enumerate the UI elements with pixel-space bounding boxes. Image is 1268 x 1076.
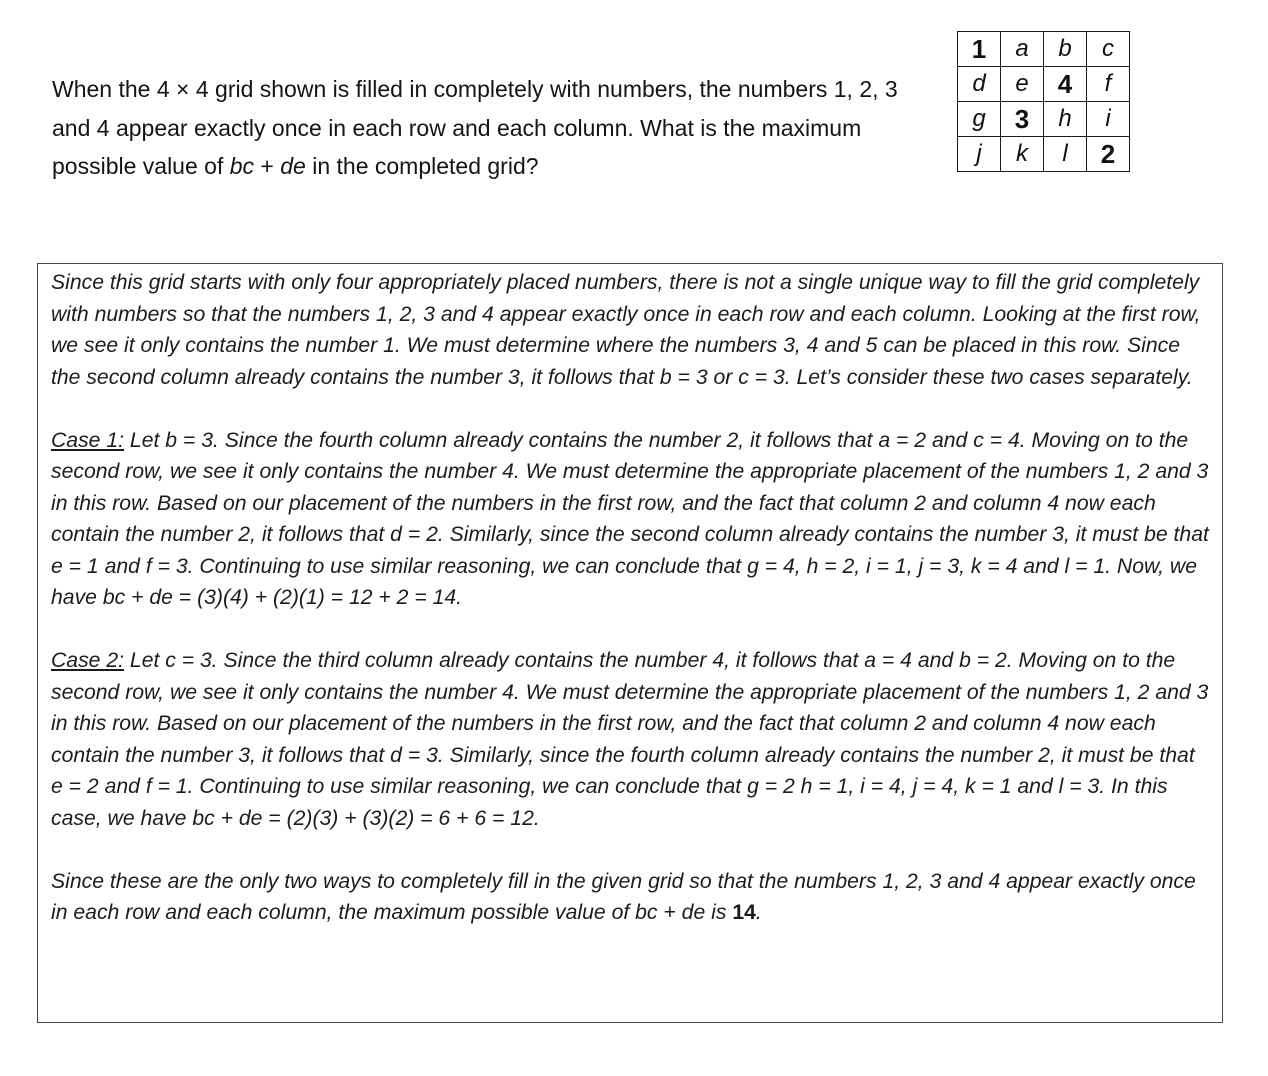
grid-cell-variable: g <box>958 102 1001 137</box>
grid-cell-variable: k <box>1001 137 1044 172</box>
case-2-paragraph <box>51 645 1210 834</box>
question-part1: When the 4 × 4 grid shown is filled in completely with numbers, the numbers 1, 2, 3 and 4 appear exactly once in each row and each column. What is the maximum possible value of <box>52 76 898 179</box>
case-2-text: Let c = 3. Since the third column already contains the number 4, it follows that a = 4 and b = 2. Moving on to the second row, we see it only contains the number 4. We must determine the appropriate placement of the numbers 1, 2 and 3 in this row. Based on our placement of the numbers in the first row, and the fact that column 2 and column 4 now each contain the number 3, it follows that d = 3. Similarly, since the fourth column already contains the number 2, it must be that e = 2 and f = 1. Continuing to use similar reasoning, we can conclude that g = 2 h = 1, i = 4, j = 4, k = 1 and l = 3. In this case, we have bc + de = (2)(3) + (3)(2) = 6 + 6 = 12. <box>51 649 1209 830</box>
grid-row <box>958 137 1130 172</box>
grid-row <box>958 102 1130 137</box>
expr-bc: bc <box>229 153 255 179</box>
question-part2: in the completed grid? <box>305 153 539 179</box>
case-1-label: Case 1: <box>51 428 125 452</box>
grid-cell-variable: c <box>1087 32 1130 67</box>
conclusion-paragraph <box>51 866 1210 929</box>
case-1-paragraph <box>51 425 1210 614</box>
solution-intro: Since this grid starts with only four appropriately placed numbers, there is not a single unique way to fill the grid completely with numbers so that the numbers 1, 2, 3 and 4 appear exactly once in each row and each column. Looking at the first row, we see it only contains the number 1. We must determine where the numbers 3, 4 and 5 can be placed in this row. Since the second column already contains the number 3, it follows that b = 3 or c = 3. Let’s consider these two cases separately. <box>51 271 1201 389</box>
grid-cell-variable: i <box>1087 102 1130 137</box>
grid-cell-given: 1 <box>958 32 1001 67</box>
grid-cell-given: 4 <box>1044 67 1087 102</box>
grid-cell-variable: a <box>1001 32 1044 67</box>
grid-cell-given: 2 <box>1087 137 1130 172</box>
case-1-text: Let b = 3. Since the fourth column already contains the number 2, it follows that a = 2 and c = 4. Moving on to the second row, we see it only contains the number 4. We must determine the appropriate placement of the numbers 1, 2 and 3 in this row. Based on our placement of the numbers in the first row, and the fact that column 2 and column 4 now each contain the number 2, it follows that d = 2. Similarly, since the second column already contains the number 3, it must be that e = 1 and f = 3. Continuing to use similar reasoning, we can conclude that g = 4, h = 2, i = 1, j = 3, k = 4 and l = 1. Now, we have bc + de = (3)(4) + (2)(1) = 12 + 2 = 14. <box>51 428 1209 609</box>
grid-row <box>958 32 1130 67</box>
number-grid <box>957 31 1130 172</box>
question-text <box>52 70 932 186</box>
grid-cell-variable: e <box>1001 67 1044 102</box>
conclusion-text: Since these are the only two ways to completely fill in the given grid so that the numbers 1, 2, 3 and 4 appear exactly once in each row and each column, the maximum possible value of bc + de is <box>51 869 1196 924</box>
grid-row <box>958 67 1130 102</box>
grid-cell-variable: j <box>958 137 1001 172</box>
grid-cell-variable: h <box>1044 102 1087 137</box>
grid-cell-given: 3 <box>1001 102 1044 137</box>
conclusion-period: . <box>755 901 762 924</box>
grid-cell-variable: f <box>1087 67 1130 102</box>
case-2-label: Case 2: <box>51 649 125 672</box>
grid-cell-variable: b <box>1044 32 1087 67</box>
grid-cell-variable: l <box>1044 137 1087 172</box>
expr-de: de <box>280 153 306 179</box>
final-answer: 14 <box>732 901 756 924</box>
grid-cell-variable: d <box>958 67 1001 102</box>
solution-box <box>37 263 1223 1023</box>
expr-plus: + <box>254 153 281 179</box>
